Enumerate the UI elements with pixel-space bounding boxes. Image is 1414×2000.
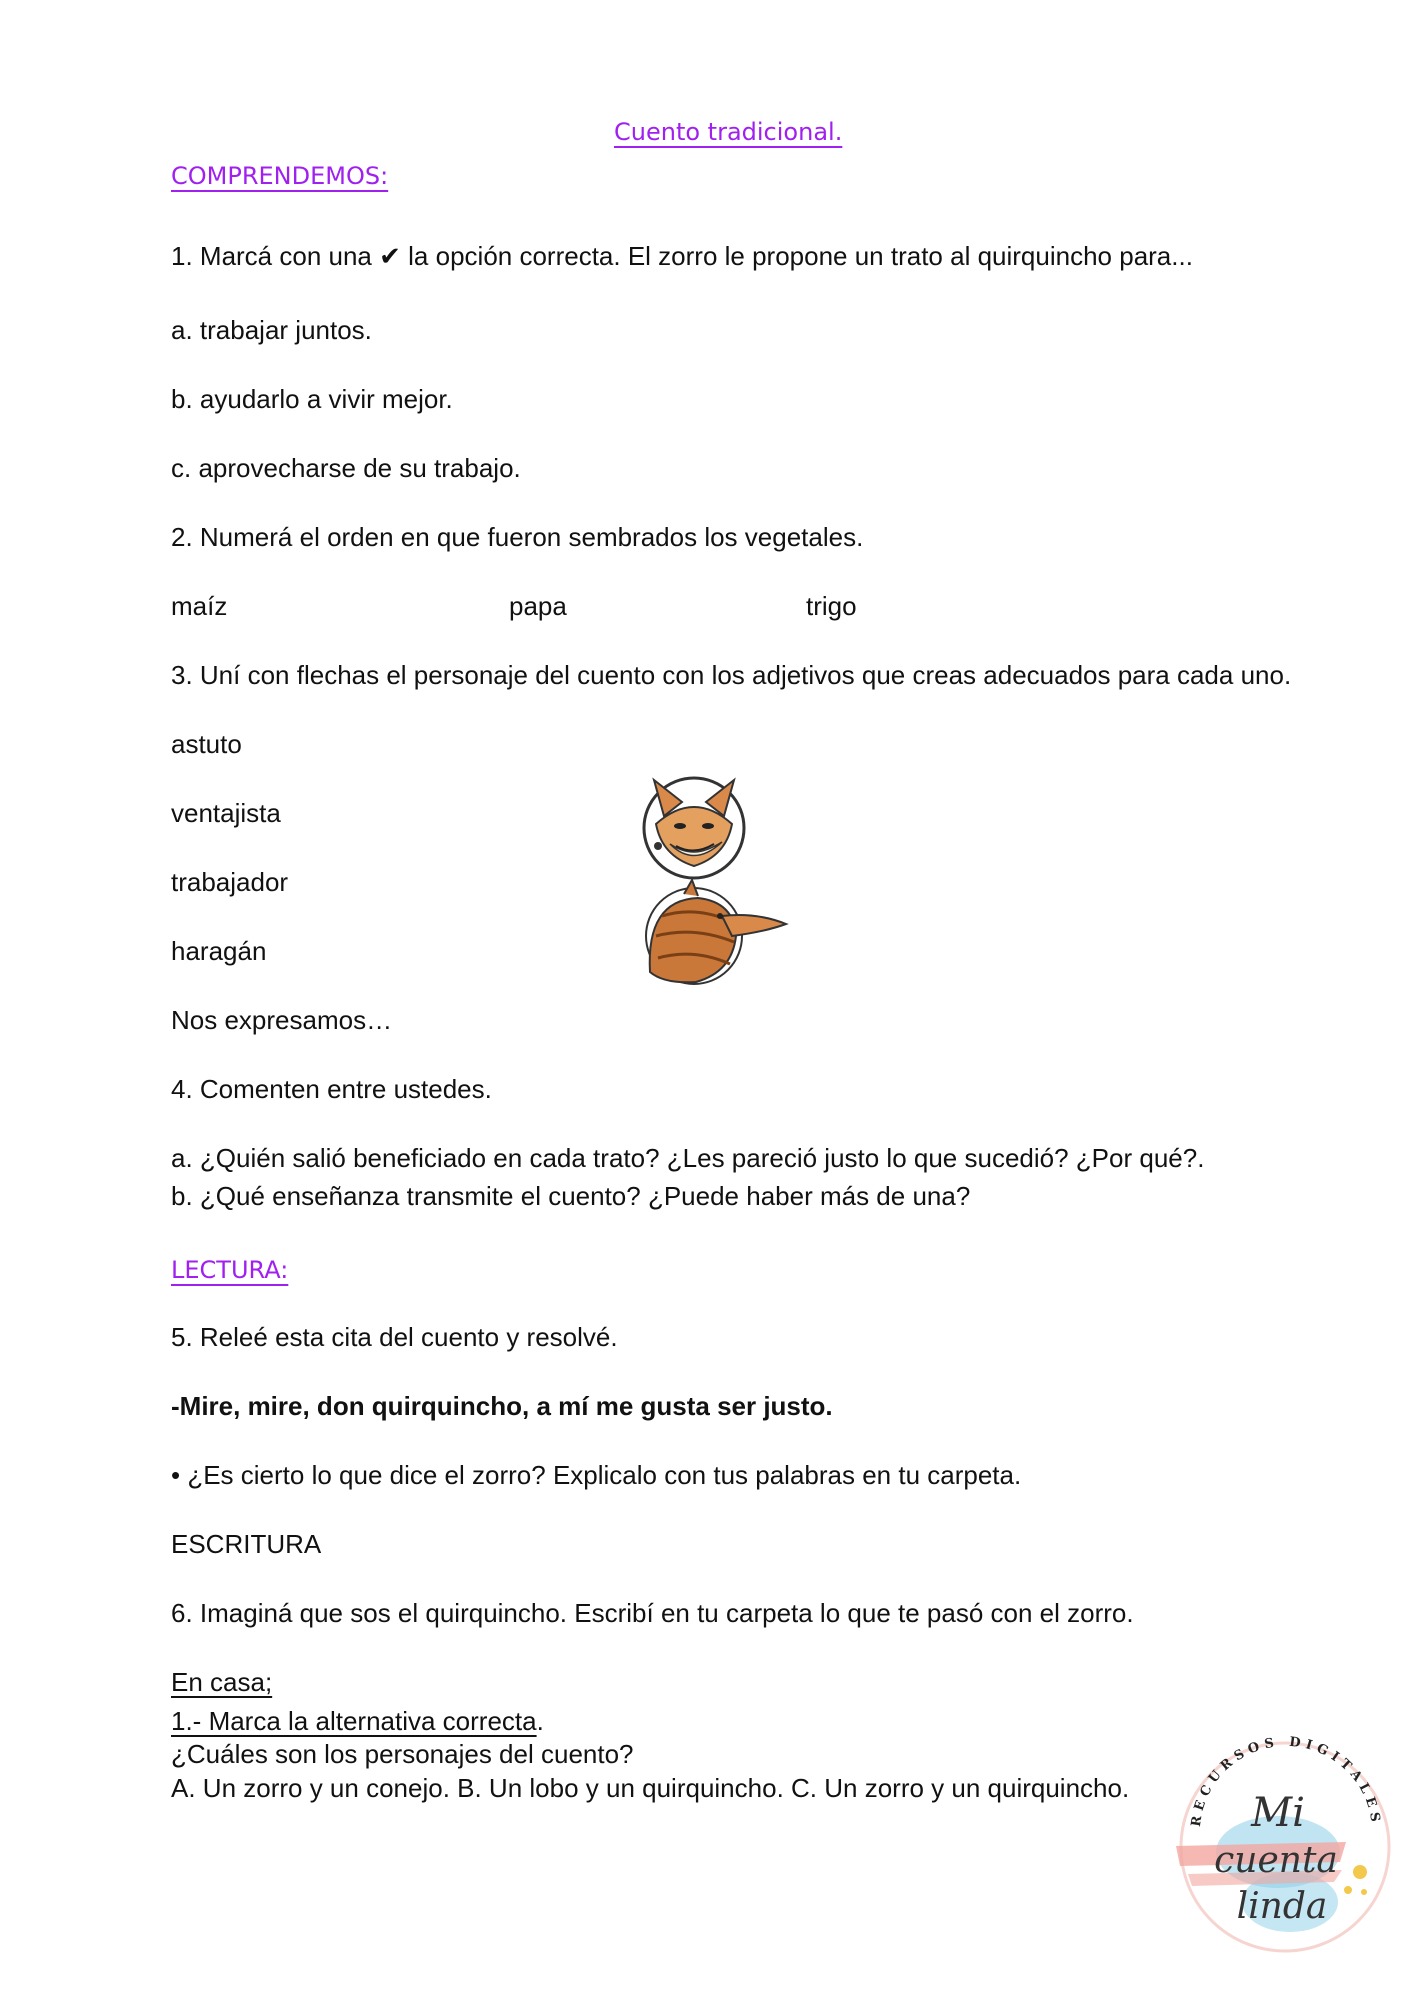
vegetable-papa: papa	[509, 591, 567, 621]
vegetable-trigo: trigo	[806, 591, 857, 621]
question-3: 3. Uní con flechas el personaje del cuento con los adjetivos que creas adecuados para cada uno.	[171, 660, 1292, 690]
en-casa-item-dot: .	[536, 1706, 544, 1736]
check-icon: ✔	[379, 241, 401, 271]
question-4a: a. ¿Quién salió beneficiado en cada trato? ¿Les pareció justo lo que sucedió? ¿Por qué?.	[171, 1143, 1205, 1173]
adjective-trabajador: trabajador	[171, 867, 289, 897]
logo-arc-text: RECURSOS DIGITALES	[1188, 1734, 1384, 1828]
question-5: 5. Releé esta cita del cuento y resolvé.	[171, 1322, 618, 1352]
question-5-bullet: • ¿Es cierto lo que dice el zorro? Explicalo con tus palabras en tu carpeta.	[171, 1460, 1022, 1490]
question-1	[171, 240, 1193, 272]
story-quote: -Mire, mire, don quirquincho, a mí me gusta ser justo.	[171, 1391, 833, 1421]
en-casa-answers: A. Un zorro y un conejo. B. Un lobo y un quirquincho. C. Un zorro y un quirquincho.	[171, 1773, 1130, 1803]
question-4: 4. Comenten entre ustedes.	[171, 1074, 492, 1104]
armadillo-icon	[646, 880, 786, 984]
fox-icon	[644, 778, 744, 878]
section-comprendemos: COMPRENDEMOS:	[171, 162, 389, 190]
en-casa-heading: En casa;	[171, 1667, 273, 1697]
vegetable-maiz: maíz	[171, 591, 228, 621]
en-casa-question: ¿Cuáles son los personajes del cuento?	[171, 1739, 634, 1769]
option-c: c. aprovecharse de su trabajo.	[171, 453, 521, 483]
adjective-haragan: haragán	[171, 936, 267, 966]
question-2: 2. Numerá el orden en que fueron sembrados los vegetales.	[171, 522, 864, 552]
question-1-suffix: la opción correcta. El zorro le propone un trato al quirquincho para...	[408, 241, 1193, 271]
adjective-astuto: astuto	[171, 729, 242, 759]
question-6: 6. Imaginá que sos el quirquincho. Escribí en tu carpeta lo que te pasó con el zorro.	[171, 1598, 1134, 1628]
characters-image	[636, 776, 848, 986]
en-casa-item-label: 1.- Marca la alternativa correcta	[171, 1706, 537, 1736]
section-escritura: ESCRITURA	[171, 1529, 322, 1559]
question-4b: b. ¿Qué enseñanza transmite el cuento? ¿Puede haber más de una?	[171, 1181, 971, 1211]
logo-line-3: linda	[1236, 1886, 1328, 1927]
option-a: a. trabajar juntos.	[171, 315, 372, 345]
adjective-ventajista: ventajista	[171, 798, 281, 828]
question-1-prefix: 1. Marcá con una	[171, 241, 372, 271]
nos-expresamos: Nos expresamos…	[171, 1005, 393, 1035]
page-title: Cuento tradicional.	[614, 118, 843, 146]
en-casa-item	[171, 1705, 544, 1737]
logo-line-1: Mi	[1251, 1790, 1305, 1836]
section-lectura: LECTURA:	[171, 1256, 289, 1284]
logo-line-2: cuenta	[1214, 1840, 1338, 1881]
option-b: b. ayudarlo a vivir mejor.	[171, 384, 453, 414]
logo	[1170, 1722, 1400, 1962]
